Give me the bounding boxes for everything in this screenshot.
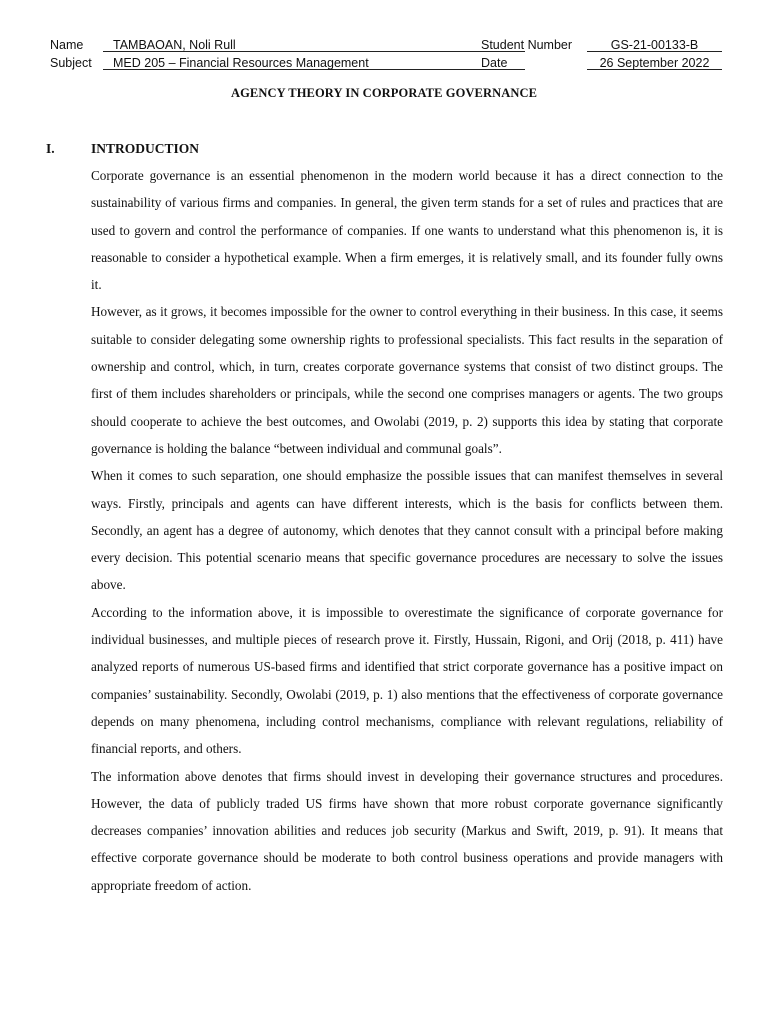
paragraph: However, as it grows, it becomes impossible for the owner to control everything in their business. In this case, it seems suitable to consider delegating some ownership rights to professional specialists. This fact results in the separation of ownership and control, which, in turn, creates corporate governance systems that consist of two distinct groups. The first of them includes shareholders or principals, while the second one comprises managers or agents. The two groups should cooperate to achieve the best outcomes, and Owolabi (2019, p. 2) supports this idea by stating that corporate governance is holding the balance “between individual and communal goals”. [91, 304, 723, 456]
paragraph: According to the information above, it is impossible to overestimate the significance of corporate governance for individual businesses, and multiple pieces of research prove it. Firstly, Hussain, Rigoni, and Orij (2018, p. 411) have analyzed reports of numerous US-based firms and identified that strict corporate governance has a positive impact on companies’ sustainability. Secondly, Owolabi (2019, p. 1) also mentions that the effectiveness of corporate governance depends on many phenomena, including control mechanisms, compliance with relevant regulations, reliability of financial reports, and others. [91, 604, 723, 757]
student-number-value: GS-21-00133-B [587, 38, 722, 52]
document-title: AGENCY THEORY IN CORPORATE GOVERNANCE [230, 86, 538, 100]
date-label: Date [481, 56, 508, 70]
paragraph: When it comes to such separation, one should emphasize the possible issues that can manifest themselves in several ways. Firstly, principals and agents can have different interests, which is the basis for conflicts between them. Secondly, an agent has a degree of autonomy, which denotes that they cannot consult with a principal before making every decision. This potential scenario means that specific governance procedures are necessary to solve the issues above. [91, 468, 723, 593]
document-header [50, 37, 726, 73]
header-row-name [50, 37, 726, 55]
student-number-label: Student Number [481, 38, 573, 52]
date-value: 26 September 2022 [587, 56, 722, 70]
paragraph: The information above denotes that firms should invest in developing their governance structures and procedures. However, the data of publicly traded US firms have shown that more robust corporate governance significantly decreases companies’ innovation abilities and reduces job security (Markus and Swift, 2019, p. 91). It means that effective corporate governance should be moderate to both control business operations and provide managers with appropriate freedom of action. [91, 768, 723, 893]
subject-label: Subject [50, 56, 92, 70]
section-number: I. [46, 141, 55, 156]
body-text [91, 162, 723, 899]
subject-value: MED 205 – Financial Resources Management [103, 56, 525, 70]
header-row-subject [50, 55, 726, 73]
name-label: Name [50, 38, 84, 52]
paragraph: Corporate governance is an essential phenomenon in the modern world because it has a direct connection to the sustainability of various firms and companies. In general, the given term stands for a set of rules and practices that are used to govern and control the performance of companies. If one wants to understand what this phenomenon is, it is reasonable to consider a hypothetical example. When a firm emerges, it is relatively small, and its founder fully owns it. [91, 168, 723, 293]
section-title: INTRODUCTION [91, 141, 200, 156]
name-value: TAMBAOAN, Noli Rull [103, 38, 525, 52]
